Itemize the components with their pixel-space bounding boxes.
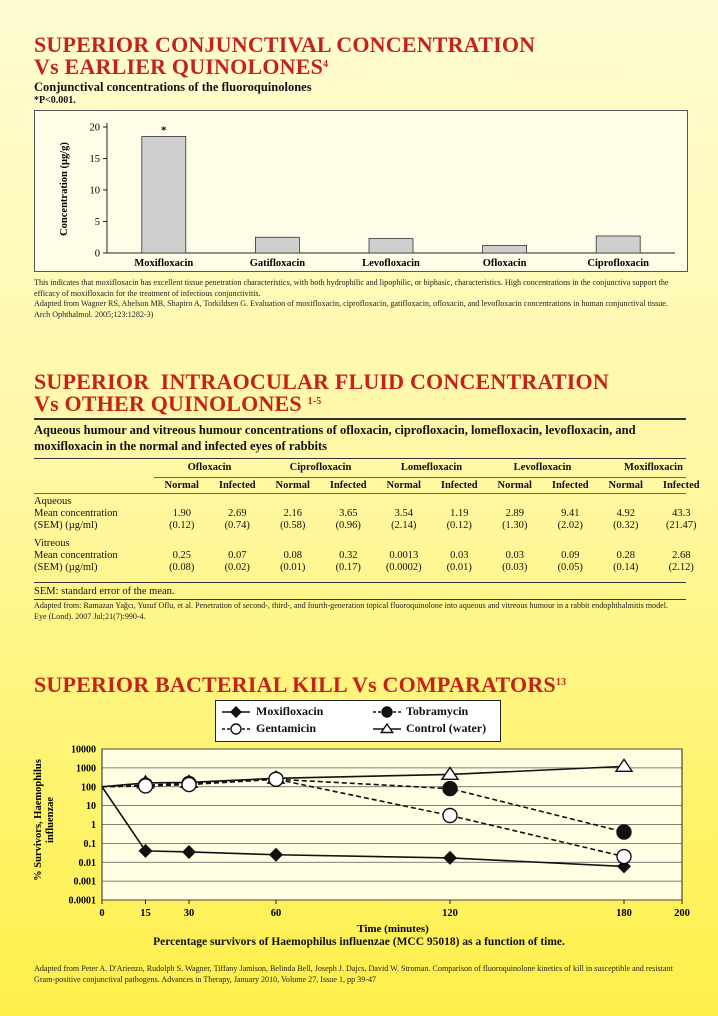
kill-chart-x-tick-label: 30 [183, 908, 195, 919]
section3-title: SUPERIOR BACTERIAL KILL Vs COMPARATORS$^{13}$ [34, 672, 567, 697]
table-cell: 0.28 (0.14) [613, 550, 639, 573]
bar-gatifloxacin [255, 237, 299, 253]
table-cell: 3.54 (2.14) [391, 508, 417, 531]
table-header-normal: Normal [386, 480, 421, 491]
kill-chart-y-tick-label: 10000 [71, 744, 96, 756]
aqueous-label-2: Mean concentration [34, 508, 118, 519]
table-cell: 43.3 (21.47) [665, 508, 697, 531]
section1-title-ref: 4 [323, 59, 329, 70]
section1-pvalue: *P<0.001. [34, 95, 76, 106]
legend-marker-gentamicin [231, 724, 241, 734]
data-point-gentamicin [139, 779, 153, 793]
legend-marker-tobramycin [382, 707, 392, 717]
table-header-normal: Normal [164, 480, 199, 491]
sem-note: SEM: standard error of the mean. [34, 586, 175, 597]
section2-title-ref: 1-5 [307, 396, 322, 407]
vitreous-label [34, 538, 118, 574]
kill-chart-x-tick-label: 120 [442, 908, 458, 919]
kill-chart-x-tick-label: 60 [270, 908, 282, 919]
table-cell: 0.0013 (0.0002) [385, 550, 422, 573]
table-header-infected: Infected [218, 480, 256, 491]
kill-chart-y-tick-label: 1 [91, 820, 96, 831]
concentration-table [34, 458, 700, 584]
bar-chart-y-tick-label: 15 [89, 154, 100, 165]
vitreous-label-1: Vitreous [34, 538, 70, 549]
table-cell: 0.25 (0.08) [169, 550, 195, 573]
section1-subtitle: Conjunctival concentrations of the fluoroquinolones [34, 80, 312, 94]
kill-chart-y-tick-label: 10 [86, 801, 96, 813]
kill-chart-x-tick-label: 180 [616, 908, 632, 919]
legend-label-control: Control (water) [406, 721, 487, 735]
data-point-gentamicin [443, 808, 457, 822]
section1-title-line1: SUPERIOR CONJUNCTIVAL CONCENTRATION [34, 32, 536, 57]
data-point-tobramycin [443, 782, 457, 796]
conjunctival-bar-chart [35, 111, 687, 271]
table-header-levofloxacin: Levofloxacin [513, 462, 572, 473]
bar-chart-y-tick-label: 5 [94, 217, 100, 228]
bar-chart-y-tick-label: 10 [89, 185, 100, 197]
kill-chart-x-tick-label: 15 [140, 908, 151, 919]
kill-chart-x-tick-label: 200 [674, 908, 690, 919]
bar-category-label: Ofloxacin [482, 258, 527, 269]
section1-source: Adapted from Wagner RS, Abelson MB, Shapiro A, Torkildsen G. Evaluation of moxifloxacin, ciprofloxacin, gatifloxacin, ofloxacin, and levofloxacin concentrations in human conjunctival tissue. Arch Ophthalmol. 2005;123:1282-3) [34, 299, 668, 319]
legend-label-gentamicin: Gentamicin [256, 721, 316, 735]
kill-chart-y-tick-label: 1000 [76, 763, 96, 775]
table-header-ofloxacin: Ofloxacin [187, 462, 232, 473]
table-header-infected: Infected [440, 480, 478, 491]
bacterial-kill-line-chart [0, 740, 718, 950]
section1-note: This indicates that moxifloxacin has excellent tissue penetration characteristics, with both hydrophilic and lipophilic, or biphasic, characteristics. High concentrations in the conjunctiva support the efficacy of moxifloxacin for the treatment of infectious conjunctivitis. [34, 278, 669, 298]
legend-marker-moxifloxacin [231, 707, 241, 717]
bar-chart-y-tick-label: 0 [94, 248, 100, 260]
bar-category-label: Moxifloxacin [134, 258, 194, 269]
vitreous-label-2: Mean concentration [34, 550, 118, 561]
section2-top-rule [34, 418, 686, 420]
kill-chart-y-tick-label: 0.001 [73, 876, 96, 888]
data-point-gentamicin [617, 850, 631, 864]
bar-category-label: Ciprofloxacin [587, 258, 650, 269]
table-cell: 1.90 (0.12) [169, 508, 195, 531]
table-cell: 4.92 (0.32) [613, 508, 639, 531]
bar-ofloxacin [483, 245, 527, 253]
table-header-infected: Infected [551, 480, 589, 491]
kill-chart-y-tick-label: 0.01 [78, 857, 96, 869]
bar-chart-y-axis-label: Concentration (µg/g) [59, 142, 70, 236]
conjunctival-chart-box [34, 110, 688, 272]
section2-title-line1: SUPERIOR INTRAOCULAR FLUID CONCENTRATION [34, 369, 609, 394]
table-cell: 9.41 (2.02) [557, 508, 583, 531]
data-point-gentamicin [269, 772, 283, 786]
table-header-normal: Normal [497, 480, 532, 491]
table-header-lomefloxacin: Lomefloxacin [400, 462, 463, 473]
kill-chart-y-tick-label: 0.0001 [68, 895, 96, 907]
table-cell: 2.16 (0.58) [280, 508, 306, 531]
bar-levofloxacin [369, 239, 413, 253]
legend-label-tobramycin: Tobramycin [406, 704, 469, 718]
table-rule-3 [34, 493, 686, 494]
section2-description: Aqueous humour and vitreous humour concentrations of ofloxacin, ciprofloxacin, lomefloxacin, levofloxacin, and moxifloxacin in the normal and infected eyes of rabbits [34, 423, 636, 453]
table-cell: 0.09 (0.05) [557, 550, 583, 573]
kill-chart-y-tick-label: 0.1 [83, 838, 96, 850]
section3-title-ref: 13 [555, 677, 567, 688]
kill-chart-y-tick-label: 100 [81, 782, 96, 794]
section1-title [34, 34, 535, 78]
table-rule-4 [34, 582, 686, 583]
table-header-ciprofloxacin: Ciprofloxacin [289, 462, 352, 473]
section2-bottom-rule [34, 599, 686, 600]
table-cell: 2.89 (1.30) [502, 508, 528, 531]
section2-source: Adapted from: Ramazan Yağcı, Yusuf Oflu, et al. Penetration of second-, third-, and fourth-generation topical fluoroquinolone into aqueous and vitreous humour in a rabbit endophthalmitis model. Eye (Lond). 2007 Jul;21(7):990-4. [34, 601, 669, 621]
kill-chart-caption: Percentage survivors of Haemophilus influenzae (MCC 95018) as a function of time. [153, 936, 565, 948]
table-cell: 0.32 (0.17) [335, 550, 361, 573]
kill-chart-x-tick-label: 0 [99, 908, 105, 919]
section1-title-line2: Vs EARLIER QUINOLONES$^4$ [34, 54, 329, 79]
section2-title-line2: Vs OTHER QUINOLONES $^{1-5}$ [34, 391, 322, 416]
table-cell: 0.07 (0.02) [224, 550, 250, 573]
kill-chart-x-label: Time (minutes) [357, 923, 429, 935]
data-point-tobramycin [617, 825, 631, 839]
significance-asterisk: * [161, 124, 167, 137]
table-cell: 0.03 (0.03) [502, 550, 528, 573]
vitreous-label-3: (SEM) (µg/ml) [34, 562, 98, 573]
kill-chart-legend [215, 700, 501, 742]
bar-moxifloxacin [142, 136, 186, 253]
table-rule-2 [154, 477, 686, 478]
legend-label-moxifloxacin: Moxifloxacin [256, 704, 324, 718]
table-header-infected: Infected [329, 480, 367, 491]
aqueous-label [34, 496, 118, 532]
aqueous-label-3: (SEM) (µg/ml) [34, 520, 98, 531]
table-cell: 1.19 (0.12) [446, 508, 472, 531]
table-cell: 2.69 (0.74) [224, 508, 250, 531]
aqueous-label-1: Aqueous [34, 496, 72, 507]
table-cell: 0.08 (0.01) [280, 550, 306, 573]
table-header-moxifloxacin: Moxifloxacin [624, 462, 683, 473]
kill-chart-y-label-2: influenzae [45, 796, 56, 844]
table-header-infected: Infected [662, 480, 700, 491]
data-point-gentamicin [182, 778, 196, 792]
table-header-normal: Normal [608, 480, 643, 491]
section2-title [34, 371, 609, 415]
bar-category-label: Levofloxacin [362, 258, 420, 269]
bar-ciprofloxacin [596, 236, 640, 253]
kill-chart-y-label-1: % Survivors, Haemophilus [33, 759, 44, 881]
table-header-normal: Normal [275, 480, 310, 491]
table-cell: 0.03 (0.01) [446, 550, 472, 573]
bar-chart-y-tick-label: 20 [89, 122, 100, 134]
bar-category-label: Gatifloxacin [249, 258, 306, 269]
table-cell: 3.65 (0.96) [335, 508, 361, 531]
table-rule-1 [34, 458, 686, 459]
section3-source: Adapted from Peter A. D'Arienzo, Rudolph S. Wagner, Tiffany Jamison, Belinda Bell, Joseph J. Dajcs, David W. Stroman. Comparison of fluoroquinolone kinetics of kill in susceptible and resistant Gram-positive conjunctival pathogens. Advances in Therapy, January 2010, Volume 27, Issue 1, pp 39-47 [34, 964, 673, 984]
table-cell: 2.68 (2.12) [668, 550, 694, 573]
